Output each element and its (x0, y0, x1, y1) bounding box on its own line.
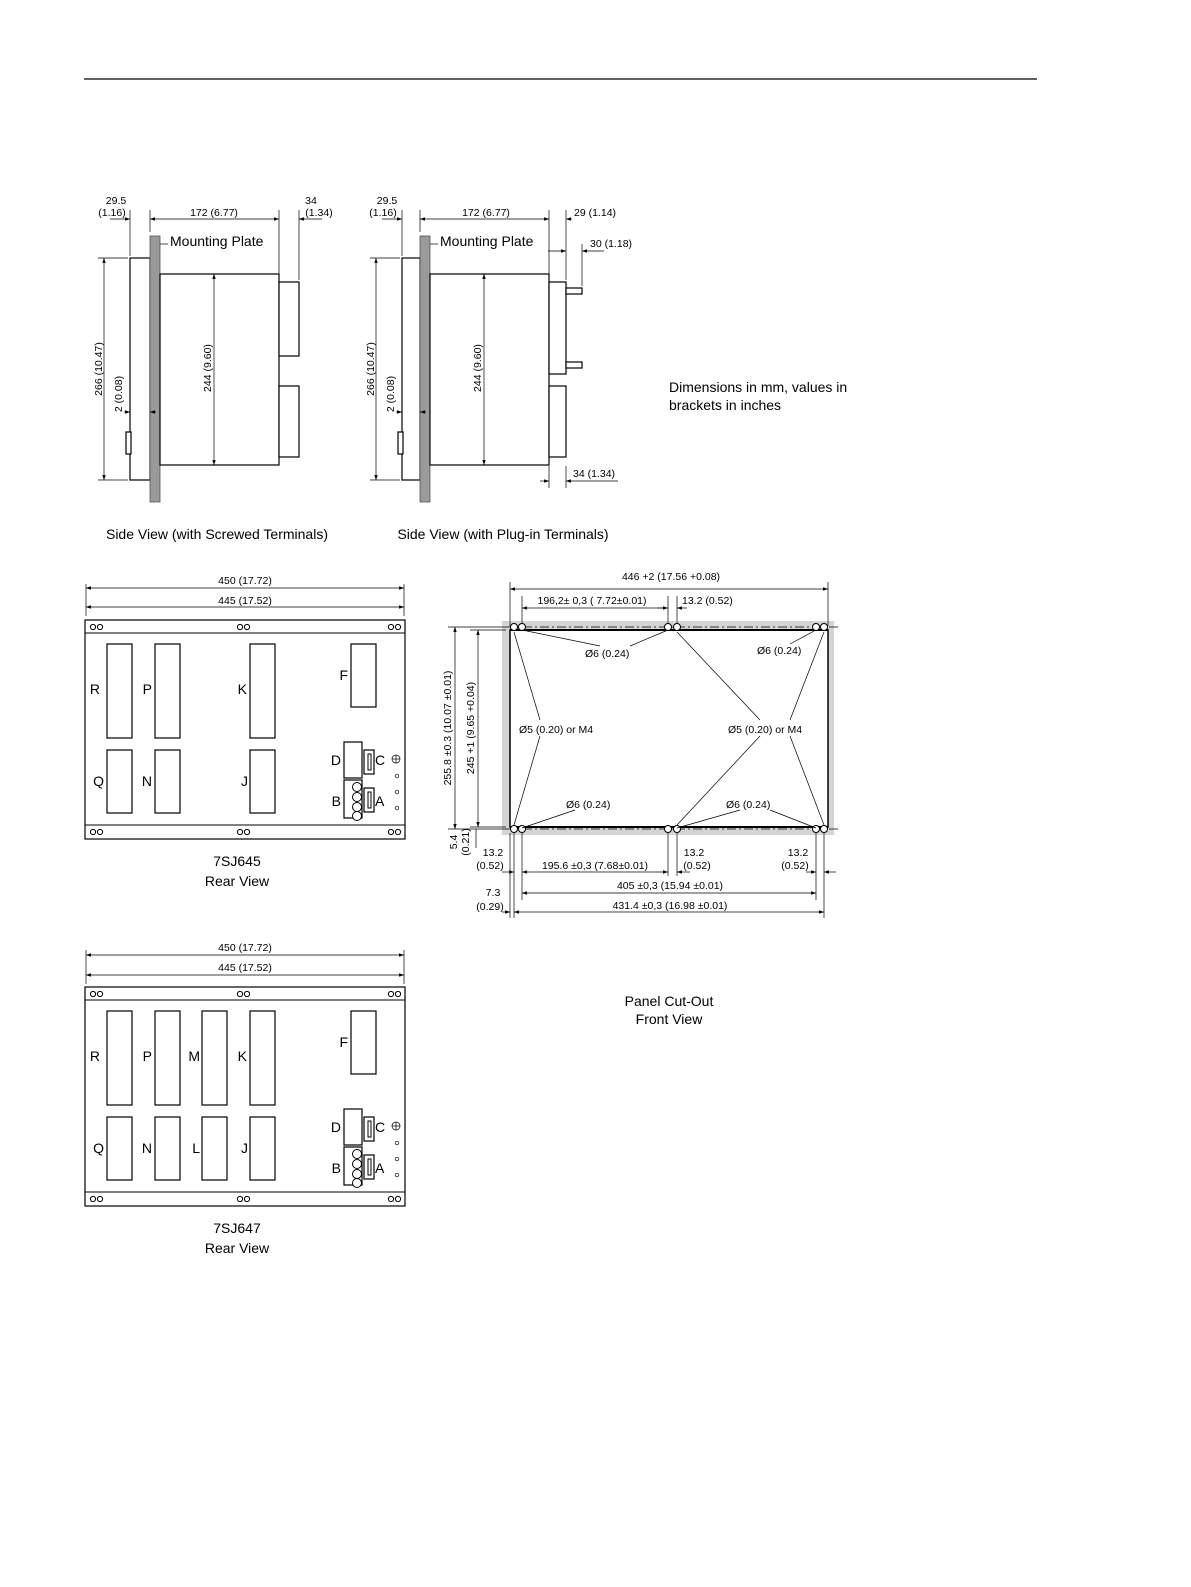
terminal-block-lower (279, 386, 299, 457)
dim-panel-height: 266 (10.47) (365, 342, 377, 396)
front-panel (130, 258, 150, 480)
dim-outer-width: 450 (17.72) (218, 575, 272, 587)
slot-label-j: J (241, 773, 248, 789)
dim-body-height: 244 (9.60) (472, 344, 484, 392)
dim-outer-width: 450 (17.72) (218, 942, 272, 954)
housing-body (160, 274, 279, 465)
terminal-label-b: B (331, 1160, 341, 1176)
dim-plate-thickness: 2 (0.08) (113, 375, 125, 413)
mounting-plate-label: Mounting Plate (170, 233, 264, 249)
dim-hole-span-405: 405 ±0,3 (15.94 ±0.01) (616, 880, 724, 892)
slot-label-p: P (142, 681, 152, 697)
slot-r (107, 644, 132, 738)
slot-n (155, 1117, 180, 1180)
model-label: 7SJ647 (213, 1220, 261, 1236)
panel-latch (126, 432, 131, 454)
terminal-d (344, 1109, 362, 1145)
view-label: Rear View (204, 873, 270, 889)
terminal-d (344, 742, 362, 778)
dim-cutout-height-inner: 245 +1 (9.65 +0.04) (465, 681, 477, 775)
slot-label-q: Q (93, 1140, 104, 1156)
dim-bottom-offset-right-inch: (0.52) (781, 860, 809, 872)
dim-front-depth-inch: (1.16) (369, 207, 397, 219)
terminal-block-lower (549, 386, 566, 457)
slot-label-f: F (339, 667, 348, 683)
plug-connector-block (549, 282, 566, 374)
dim-front-depth-inch: (1.16) (98, 207, 126, 219)
view-label: Rear View (204, 1240, 270, 1256)
slot-f (351, 644, 376, 707)
dim-front-depth: 29.5 (105, 195, 127, 207)
mounting-plate (150, 236, 160, 502)
dim-top-hole-offset: 13.2 (0.52) (682, 595, 733, 607)
dim-housing-depth: 172 (6.77) (190, 207, 238, 219)
dim-rear-depth: 29 (1.14) (574, 207, 617, 219)
dim-bottom-offset-right: 13.2 (787, 847, 809, 859)
slot-label-n: N (141, 1140, 152, 1156)
port-label-a: A (375, 793, 385, 809)
rear-view-7sj647 (85, 942, 405, 1256)
hole-label-bottom-left: Ø6 (0.24) (566, 799, 611, 811)
slot-f (351, 1011, 376, 1074)
dim-bottom-offset-left-inch: (0.52) (476, 860, 504, 872)
dim-bottom-rear: 34 (1.34) (573, 468, 616, 480)
hole-label-top-left: Ø6 (0.24) (585, 648, 630, 660)
dim-front-depth: 29.5 (376, 195, 398, 207)
side-view-plugin-caption: Side View (with Plug-in Terminals) (397, 526, 609, 542)
slot-label-j: J (241, 1140, 248, 1156)
slot-j (250, 750, 275, 813)
mounting-plate (420, 236, 430, 502)
dim-edge-offset-inch: (0.29) (476, 901, 504, 913)
mounting-plate-label: Mounting Plate (440, 233, 534, 249)
slot-label-r: R (89, 681, 100, 697)
slot-label-r: R (89, 1048, 100, 1064)
slot-p (155, 1011, 180, 1105)
slot-label-q: Q (93, 773, 104, 789)
plug-pin-lower (566, 362, 582, 368)
slot-n (155, 750, 180, 813)
slot-q (107, 750, 132, 813)
units-note-line1: Dimensions in mm, values in (669, 379, 848, 395)
dim-vertical-offset-inch: (0.21) (460, 828, 472, 856)
slot-j (250, 1117, 275, 1180)
dim-panel-height: 266 (10.47) (93, 342, 105, 396)
dim-vertical-offset: 5.4 (448, 834, 460, 850)
hole-label-top-right: Ø6 (0.24) (757, 645, 802, 657)
plug-pin-upper (566, 288, 582, 294)
side-view-screwed (93, 195, 333, 542)
port-label-c: C (375, 752, 386, 768)
front-panel (402, 258, 420, 480)
dim-bottom-offset-mid-inch: (0.52) (683, 860, 711, 872)
slot-l (202, 1117, 227, 1180)
dim-bottom-hole-spacing: 195.6 ±0,3 (7.68±0.01) (541, 860, 649, 872)
port-label-c: C (375, 1119, 386, 1135)
slot-r (107, 1011, 132, 1105)
thread-label-right: Ø5 (0.20) or M4 (728, 724, 803, 736)
terminal-block-upper (279, 282, 299, 356)
terminal-label-b: B (331, 793, 341, 809)
slot-label-n: N (141, 773, 152, 789)
dim-hole-span-431: 431.4 ±0,3 (16.98 ±0.01) (612, 900, 728, 912)
slot-p (155, 644, 180, 738)
dim-plate-thickness: 2 (0.08) (385, 375, 397, 413)
cutout-caption-line2: Front View (635, 1011, 703, 1027)
thread-label-left: Ø5 (0.20) or M4 (519, 724, 594, 736)
side-view-plugin (365, 195, 632, 542)
housing-body (430, 274, 549, 465)
port-label-a: A (375, 1160, 385, 1176)
dim-cutout-height-outer: 255.8 ±0.3 (10.07 ±0.01) (442, 670, 454, 786)
slot-label-m: M (188, 1048, 200, 1064)
slot-m (202, 1011, 227, 1105)
dim-plug-depth: 30 (1.18) (590, 238, 633, 250)
slot-label-k: K (237, 681, 247, 697)
dim-rear-depth: 34 (305, 195, 317, 207)
dim-housing-depth: 172 (6.77) (462, 207, 510, 219)
terminal-label-d: D (330, 1119, 341, 1135)
cutout-caption-line1: Panel Cut-Out (624, 993, 714, 1009)
side-view-screwed-caption: Side View (with Screwed Terminals) (105, 526, 329, 542)
slot-label-l: L (192, 1140, 200, 1156)
dim-bottom-offset-left: 13.2 (482, 847, 504, 859)
slot-k (250, 644, 275, 738)
slot-label-f: F (339, 1034, 348, 1050)
slot-label-p: P (142, 1048, 152, 1064)
dim-bottom-offset-mid: 13.2 (683, 847, 705, 859)
rear-view-7sj645 (85, 575, 405, 889)
dim-body-height: 244 (9.60) (202, 344, 214, 392)
units-note-line2: brackets in inches (669, 397, 782, 413)
dim-inner-width: 445 (17.52) (218, 595, 272, 607)
hole-label-bottom-right: Ø6 (0.24) (726, 799, 771, 811)
dim-top-hole-spacing: 196,2± 0,3 ( 7.72±0.01) (537, 595, 647, 607)
dim-inner-width: 445 (17.52) (218, 962, 272, 974)
model-label: 7SJ645 (213, 853, 261, 869)
dim-edge-offset: 7.3 (485, 887, 501, 899)
panel-latch (398, 432, 403, 454)
dim-cutout-width: 446 +2 (17.56 +0.08) (621, 571, 721, 583)
terminal-label-d: D (330, 752, 341, 768)
slot-k (250, 1011, 275, 1105)
dim-rear-depth-inch: (1.34) (305, 207, 333, 219)
slot-q (107, 1117, 132, 1180)
slot-label-k: K (237, 1048, 247, 1064)
panel-cutout (442, 571, 840, 1027)
